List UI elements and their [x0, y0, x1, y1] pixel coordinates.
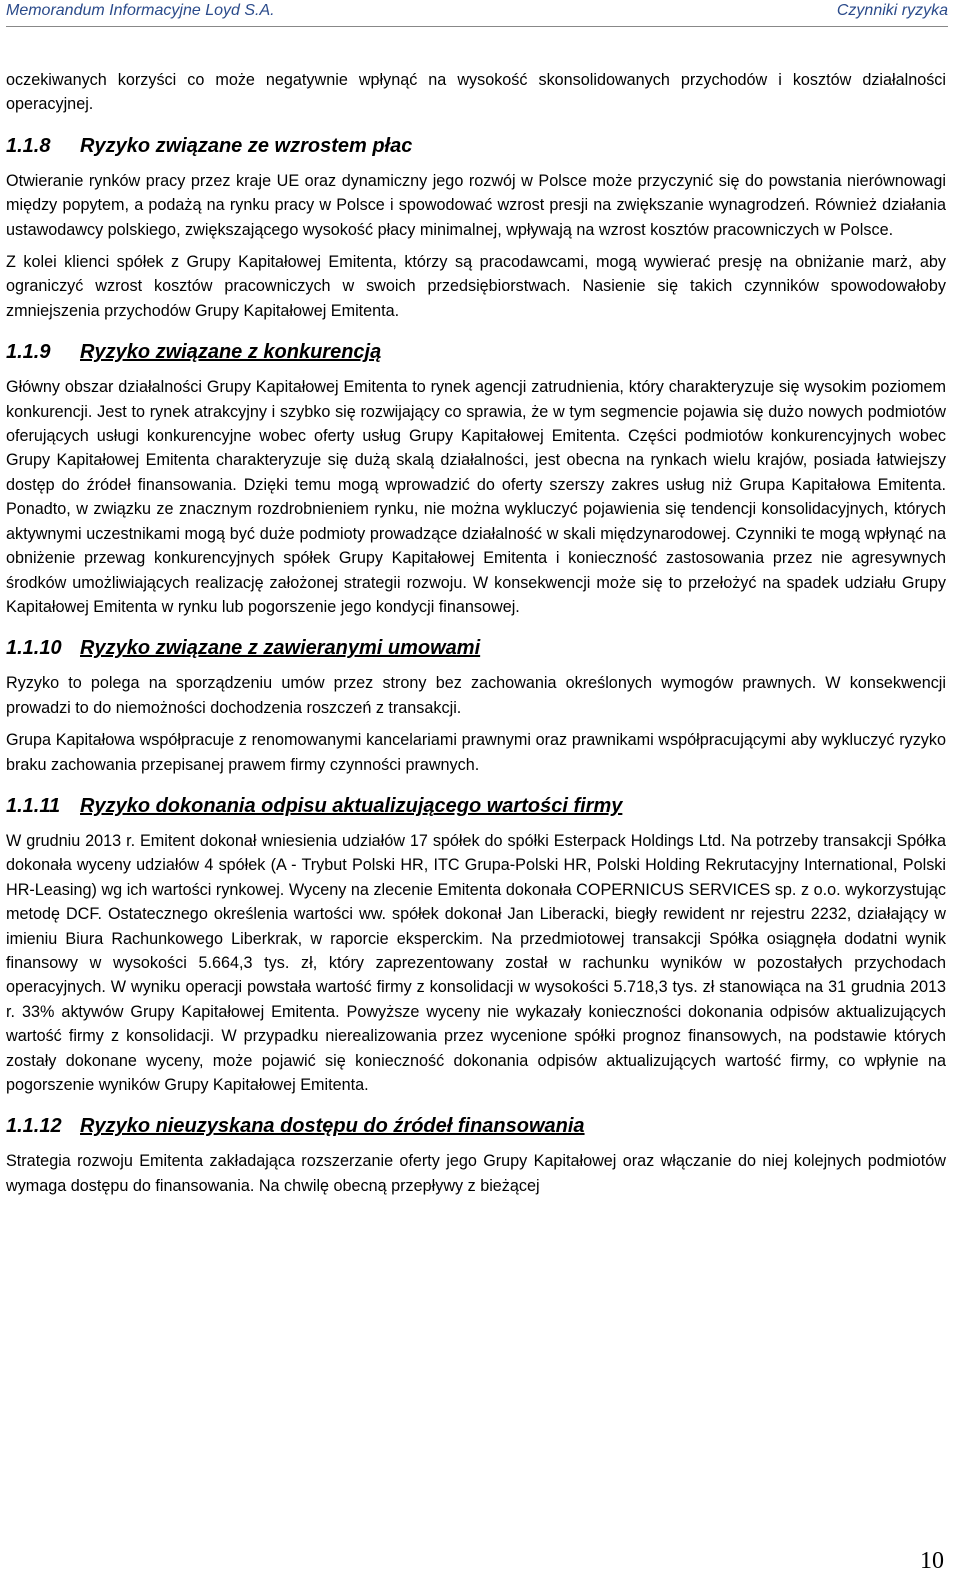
- paragraph: Otwieranie rynków pracy przez kraje UE oraz dynamiczny jego rozwój w Polsce może przyczynić się do powstania nierównowagi między popytem, a podażą na rynku pracy w Polsce i spowodować wzrost presji na zwiększanie wynagrodzeń. Również działania ustawodawcy polskiego, zwiększającego wysokość płacy minimalnej, wpływają na wzrost kosztów pracowniczych w Polsce.: [6, 171, 946, 239]
- paragraph: Główny obszar działalności Grupy Kapitałowej Emitenta to rynek agencji zatrudnienia, który charakteryzuje się wysokim poziomem konkurencji. Jest to rynek atrakcyjny i szybko się rozwijający co sprawia, że w tym segmencie pojawia się dużo nowych podmiotów oferujących usługi konkurencyjne wobec oferty usług Grupy Kapitałowej Emitenta. Części podmiotów konkurencyjnych wobec Grupy Kapitałowej Emitenta charakteryzuje się dużą skalą działalności, jest obecna na rynkach wielu krajów, posiada łatwiejszy dostęp do źródeł finansowania. Dzięki temu mogą wprowadzić do oferty szerszy zakres usług niż Grupa Kapitałowa Emitenta. Ponadto, w związku ze znacznym rozdrobnieniem rynku, nie można wykluczyć pojawienia się tendencji konsolidacyjnych, których aktywnymi uczestnikami mogą być duże podmioty prowadzące działalność w skali międzynarodowej. Czynniki te mogą wpłynąć na obniżenie przewag konkurencyjnych spółek Grupy Kapitałowej Emitenta i konieczność zastosowania przez nie agresywnych środków umożliwiających realizację założonej strategii rozwoju. W konsekwencji może się to przełożyć na spadek udziału Grupy Kapitałowej Emitenta w rynku lub pogorszenie jego kondycji finansowej.: [6, 378, 946, 616]
- section-wage-risk: [6, 133, 946, 323]
- document-body: [6, 68, 946, 1206]
- intro-paragraph: oczekiwanych korzyści co może negatywnie wpłynąć na wysokość skonsolidowanych przychodów i kosztów działalności operacyjnej.: [6, 71, 946, 114]
- header-section-title: Czynniki ryzyka: [836, 2, 948, 19]
- section-heading: [6, 635, 946, 661]
- section-heading: [6, 339, 946, 365]
- paragraph: W grudniu 2013 r. Emitent dokonał wniesienia udziałów 17 spółek do spółki Esterpack Holdings Ltd. Na potrzeby transakcji Spółka dokonała wyceny udziałów 4 spółek (A - Trybut Polski HR, ITC Grupa-Polski HR, Polski Holding Rekrutacyjny International, Polski HR-Leasing) wg ich wartości rynkowej. Wyceny na zlecenie Emitenta dokonała COPERNICUS SERVICES sp. z o.o. wykorzystując metodę DCF. Ostatecznego określenia wartości ww. spółek dokonał Jan Liberacki, biegły rewident nr rejestru 2232, działający w imieniu Biura Rachunkowego Liberkrak, w raporcie eksperckim. Na przedmiotowej transakcji Spółka osiągnęła dodatni wynik finansowy w wysokości 5.664,3 tys. zł, który zaprezentowany został w rachunku wyników w pozostałych przychodach operacyjnych. W wyniku operacji powstała wartość firmy z konsolidacji w wysokości 5.718,3 tys. zł stanowiąca na 31 grudnia 2013 r. 33% aktywów Grupy Kapitałowej Emitenta. Powyższe wyceny nie wykazały konieczności dokonania odpisów aktualizujących wartość firmy z konsolidacji. W przypadku nierealizowania przez wycenione spółki prognoz finansowych, na podstawie których zostały dokonane wyceny, może pojawić się konieczność dokonania odpisów aktualizujących wartość firmy, co wpłynie na pogorszenie wyników Grupy Kapitałowej Emitenta.: [6, 831, 946, 1094]
- paragraph: Strategia rozwoju Emitenta zakładająca rozszerzanie oferty jego Grupy Kapitałowej oraz włączanie do niej kolejnych podmiotów wymaga dostępu do finansowania. Na chwilę obecną przepływy z bieżącej: [6, 1152, 946, 1195]
- section-number: 1.1.12: [6, 1115, 62, 1138]
- section-contracts-risk: [6, 635, 946, 777]
- section-financing-risk: [6, 1113, 946, 1198]
- header-document-title: Memorandum Informacyjne Loyd S.A.: [6, 2, 275, 19]
- section-number: 1.1.11: [6, 794, 61, 817]
- section-heading: [6, 1113, 946, 1139]
- section-goodwill-risk: [6, 793, 946, 1097]
- section-heading: [6, 793, 946, 819]
- page-header: [6, 0, 948, 27]
- section-number: 1.1.10: [6, 637, 62, 660]
- section-number: 1.1.9: [6, 341, 51, 364]
- section-number: 1.1.8: [6, 134, 51, 157]
- page-number: 10: [920, 1548, 944, 1574]
- section-title: Ryzyko związane ze wzrostem płac: [80, 134, 413, 157]
- section-title: Ryzyko nieuzyskana dostępu do źródeł finansowania: [80, 1115, 585, 1138]
- paragraph: Z kolei klienci spółek z Grupy Kapitałowej Emitenta, którzy są pracodawcami, mogą wywierać presję na obniżanie marż, aby ograniczyć wzrost kosztów pracowniczych w swoich przedsiębiorstwach. Nasienie się takich czynników spowodowałoby zmniejszenia przychodów Grupy Kapitałowej Emitenta.: [6, 253, 946, 320]
- section-title: Ryzyko dokonania odpisu aktualizującego wartości firmy: [80, 794, 623, 817]
- section-competition-risk: [6, 339, 946, 619]
- paragraph: Ryzyko to polega na sporządzeniu umów przez strony bez zachowania określonych wymogów prawnych. W konsekwencji prowadzi to do niemożności dochodzenia roszczeń z transakcji.: [6, 674, 946, 717]
- section-title: Ryzyko związane z konkurencją: [80, 341, 382, 364]
- section-heading: [6, 133, 946, 159]
- paragraph: Grupa Kapitałowa współpracuje z renomowanymi kancelariami prawnymi oraz prawnikami współpracującymi aby wykluczyć ryzyko braku zachowania przepisanej prawem firmy czynności prawnych.: [6, 731, 946, 774]
- section-title: Ryzyko związane z zawieranymi umowami: [80, 637, 481, 660]
